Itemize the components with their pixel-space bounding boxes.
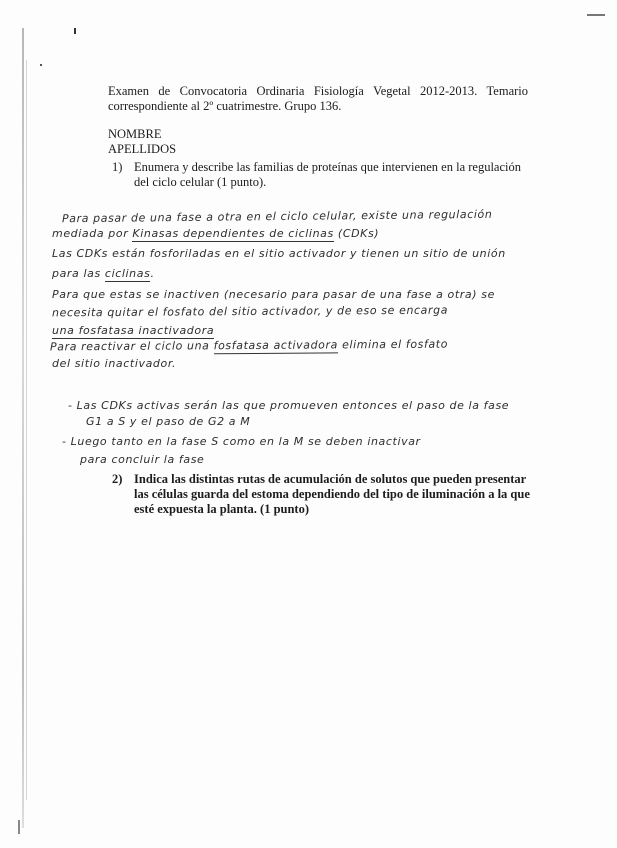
- answer-bullet-continuation: para concluir la fase: [80, 453, 205, 466]
- exam-header-line: correspondiente al 2º cuatrimestre. Grupo 136.: [108, 99, 342, 113]
- underlined-term: ciclinas: [104, 267, 151, 280]
- answer-text: (CDKs): [333, 227, 380, 240]
- answer-text: para las: [52, 267, 105, 280]
- scan-edge-line: [26, 60, 27, 800]
- underlined-term: fosfatasa activadora: [213, 338, 338, 353]
- exam-header: [108, 84, 528, 114]
- student-fields: [108, 127, 308, 157]
- question-number: 2): [112, 472, 123, 486]
- answer-line: Para pasar de una fase a otra en el ciclo celular, existe una regulación: [61, 207, 493, 226]
- question-text: Enumera y describe las familias de proteínas que intervienen en la regulación del ciclo celular (1 punto).: [134, 160, 521, 189]
- answer-bullet: - Luego tanto en la fase S como en la M se deben inactivar: [62, 435, 421, 448]
- surname-label: APELLIDOS: [108, 142, 177, 156]
- exam-header-line: Examen de Convocatoria Ordinaria Fisiología Vegetal 2012-2013. Temario: [108, 84, 528, 98]
- answer-text: elimina el fosfato: [337, 337, 449, 352]
- scan-mark: [18, 820, 28, 834]
- question-2: [112, 472, 532, 517]
- answer-text: Para reactivar el ciclo una: [49, 339, 214, 354]
- answer-bullet-continuation: G1 a S y el paso de G2 a M: [86, 415, 251, 428]
- answer-line: [52, 264, 155, 283]
- name-label: NOMBRE: [108, 127, 162, 141]
- question-1: [112, 160, 532, 190]
- answer-line: Las CDKs están fosforiladas en el sitio activador y tienen un sitio de unión: [52, 247, 506, 260]
- answer-line: del sitio inactivador.: [52, 357, 177, 370]
- answer-text: .: [150, 267, 155, 280]
- scan-speck: [40, 64, 42, 66]
- scan-mark: [587, 14, 605, 16]
- question-text: Indica las distintas rutas de acumulación de solutos que pueden presentar las células guarda del estoma dependiendo del tipo de iluminación a la que esté expuesta la planta. (1 punto): [134, 472, 530, 516]
- underlined-term: una fosfatasa inactivadora: [52, 324, 215, 337]
- answer-line: necesita quitar el fosfato del sitio activador, y de eso se encarga: [51, 303, 449, 320]
- answer-line: [52, 224, 379, 243]
- scan-speck: [74, 28, 76, 34]
- underlined-term: Kinasas dependientes de ciclinas: [132, 227, 334, 240]
- scan-edge-shadow: [22, 28, 24, 828]
- answer-bullet: - Las CDKs activas serán las que promueven entonces el paso de la fase: [68, 399, 510, 412]
- answer-line: Para que estas se inactiven (necesario para pasar de una fase a otra) se: [52, 288, 495, 301]
- question-number: 1): [112, 160, 123, 174]
- answer-text: mediada por: [52, 227, 133, 240]
